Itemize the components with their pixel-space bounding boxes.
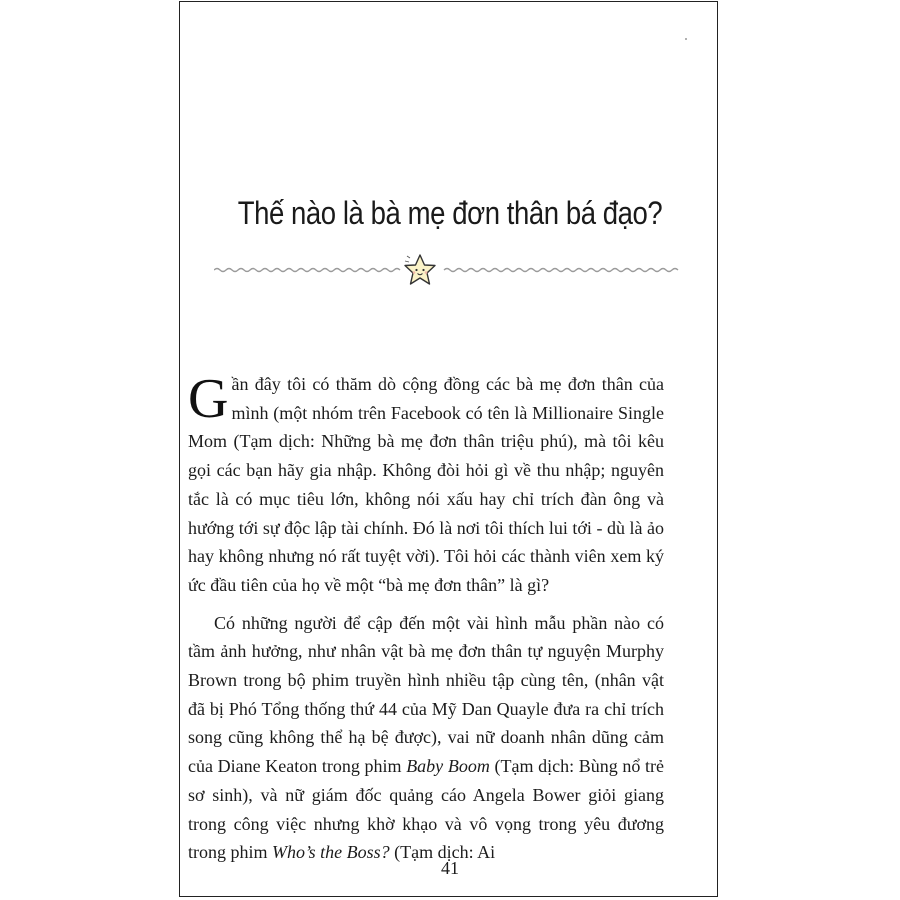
paragraph-1-text: ần đây tôi có thăm dò cộng đồng các bà mẹ đơn thân của mình (một nhóm trên Facebook có tên là Millionaire Single Mom (Tạm dịch: Những bà mẹ đơn thân triệu phú), mà tôi kêu gọi các bạn hãy gia nhập. Không đòi hỏi gì về thu nhập; nguyên tắc là có mục tiêu lớn, không nói xấu hay chỉ trích đàn ông và hướng tới sự độc lập tài chính. Đó là nơi tôi thích lui tới - dù là ảo hay không nhưng nó rất tuyệt vời). Tôi hỏi các thành viên xem ký ức đầu tiên của họ về một “bà mẹ đơn thân” là gì? [188,374,664,595]
wavy-divider-right [444,269,678,272]
paragraph-2-part-3: (Tạm dịch: Ai [394,842,496,863]
film-title-whos-the-boss: Who’s the Boss? [272,842,390,863]
page-number: 41 [441,858,459,878]
paragraph-2 [188,609,664,867]
wavy-divider-left [214,269,400,272]
title-ornament [214,252,686,288]
body-text [188,370,664,867]
paragraph-1 [188,370,664,600]
film-title-baby-boom: Baby Boom [406,756,490,777]
print-speck [685,38,687,40]
paragraph-2-part-1: Có những người để cập đến một vài hình mẫu phần nào có tầm ảnh hưởng, như nhân vật bà mẹ đơn thân tự nguyện Murphy Brown trong bộ phim truyền hình nhiều tập cùng tên, (nhân vật đã bị Phó Tổng thống thứ 44 của Mỹ Dan Quayle đưa ra chỉ trích song cũng không thể hạ bệ được), vai nữ doanh nhân dũng cảm của Diane Keaton trong phim [188,612,664,777]
paragraph-2-part-2: (Tạm dịch: Bùng nổ trẻ sơ sinh), và nữ giám đốc quảng cáo Angela Bower giỏi giang trong công việc nhưng khờ khạo và vô vọng trong yêu đương trong phim [188,756,665,863]
chapter-title: Thế nào là bà mẹ đơn thân bá đạo? [237,195,663,231]
drop-cap: G [188,368,229,430]
smiling-star-icon [405,255,435,284]
